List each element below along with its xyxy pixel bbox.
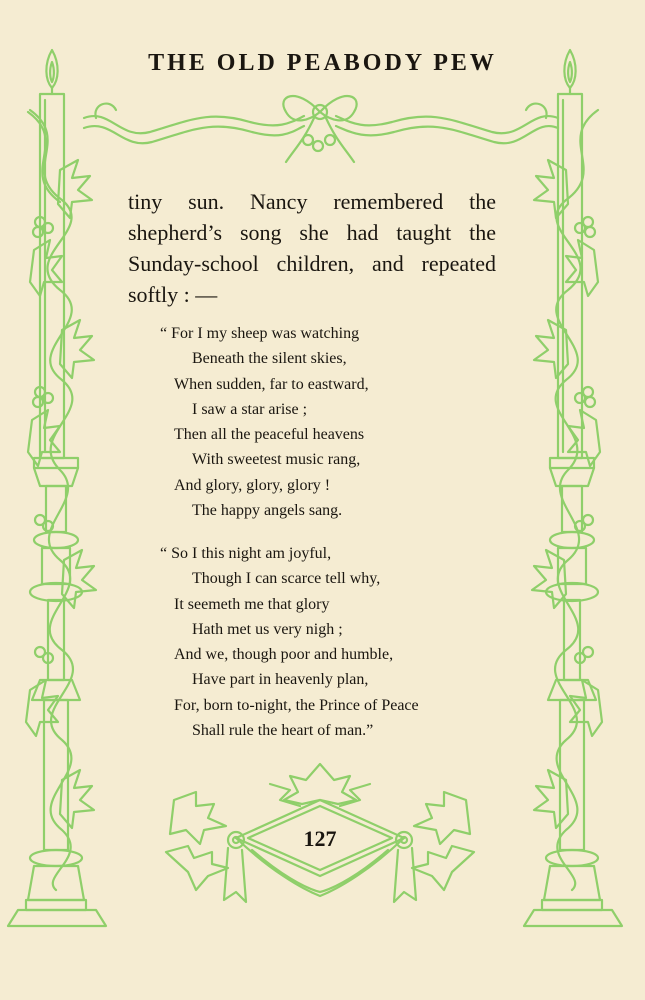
poem-line: “ So I this night am joyful, [160, 545, 332, 562]
poem-line: And glory, glory, glory ! [174, 476, 331, 494]
right-holly-icon [532, 160, 602, 828]
prose-paragraph: tiny sun. Nancy remembered the shepherd’s song she had taught the Sunday-school children, and repeated softly : — [128, 189, 496, 307]
running-title: THE OLD PEABODY PEW [148, 50, 497, 76]
poem-line: For, born to-night, the Prince of Peace [174, 696, 419, 714]
page-number: 127 [303, 826, 337, 851]
left-holly-icon [26, 160, 96, 828]
poem-line: It seemeth me that glory [174, 595, 330, 613]
poem-line: Have part in heavenly plan, [192, 671, 369, 689]
poem-line: Hath met us very nigh ; [192, 620, 343, 638]
poem-line: “ For I my sheep was watching [160, 325, 360, 342]
poem-line: The happy angels sang. [192, 502, 343, 520]
poem-line: Though I can scarce tell why, [192, 570, 381, 588]
poem-line: Beneath the silent skies, [192, 350, 347, 368]
poem-line: When sudden, far to eastward, [174, 375, 369, 393]
poem-line: Then all the peaceful heavens [174, 426, 365, 444]
ribbon-garland-icon [84, 96, 558, 162]
poem-line: With sweetest music rang, [192, 451, 361, 469]
poem-stanza-2 [158, 541, 498, 743]
poem-line: Shall rule the heart of man.” [192, 722, 374, 740]
left-candle-icon [8, 50, 106, 926]
body-paragraph [128, 186, 496, 310]
poem-line: And we, though poor and humble, [174, 646, 394, 664]
poem-stanza-1 [158, 321, 498, 523]
right-candle-icon [524, 50, 622, 926]
poem-line: I saw a star arise ; [192, 400, 308, 418]
